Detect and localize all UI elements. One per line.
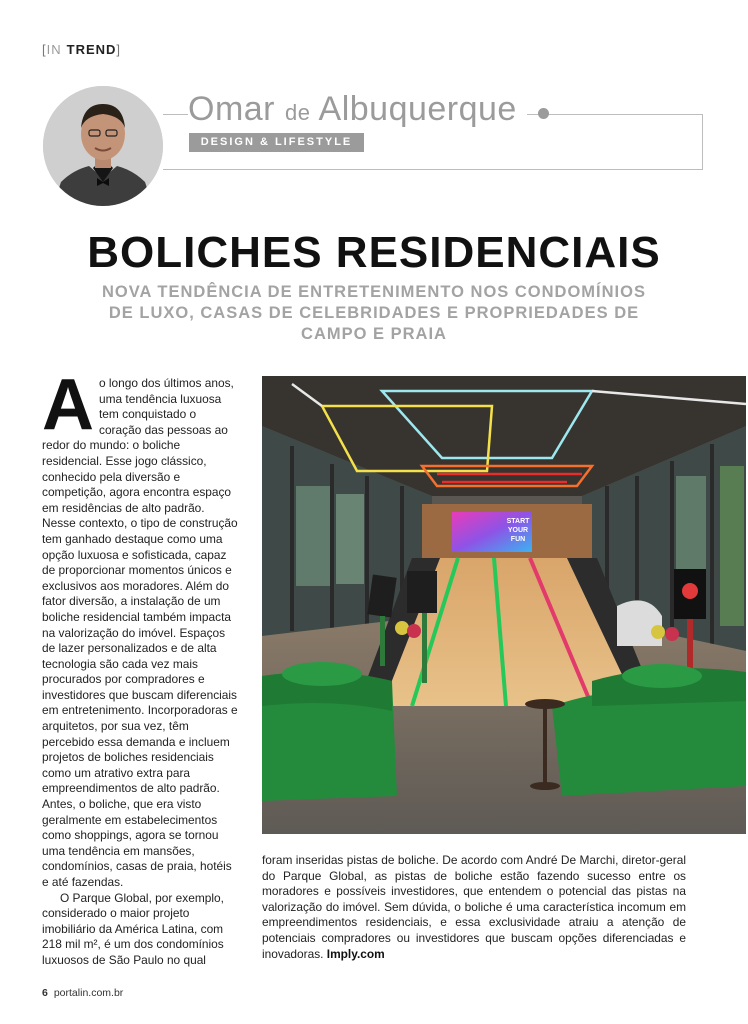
- section-name: TREND: [66, 42, 117, 57]
- screen-line-2: YOUR: [507, 527, 529, 534]
- author-last: Albuquerque: [318, 90, 517, 128]
- article-subtitle: NOVA TENDÊNCIA DE ENTRETENIMENTO NOS CONDOMÍNIOS DE LUXO, CASAS DE CELEBRIDADES E PROPRIEDADES DE CAMPO E PRAIA: [102, 283, 646, 343]
- paragraph-3-text: foram inseridas pistas de boliche. De acordo com André De Marchi, diretor-geral do Parque Global, as pistas de boliche estão fazendo sucesso entre os moradores e possíveis investidores, que entendem o potencial das pistas na valorização do imóvel. Sem dúvida, o boliche é uma característica incomum em empreendimentos residenciais, e essa exclusividade atraiu a atenção de potenciais compradores ou investidores que buscam opções diferenciadas e inovadoras.: [262, 853, 686, 961]
- article-source: Imply.com: [326, 946, 385, 961]
- site-url: portalin.com.br: [53, 987, 124, 999]
- article-column-left: [42, 365, 240, 969]
- article-title: BOLICHES RESIDENCIAIS: [87, 228, 661, 277]
- author-avatar: [43, 86, 163, 206]
- section-prefix: IN: [46, 42, 62, 57]
- bowling-alley-photo: [262, 376, 746, 834]
- author-dot: [538, 108, 549, 119]
- screen-line-1: START: [506, 518, 530, 525]
- screen-line-3: FUN: [510, 536, 526, 543]
- paragraph-3: [262, 853, 686, 962]
- page-number: 6: [42, 987, 48, 999]
- author-name: [188, 90, 527, 129]
- author-first: Omar: [188, 90, 275, 128]
- paragraph-2: O Parque Global, por exemplo, considerado o maior projeto imobiliário da América Latina, com 218 mil m², é um dos condomínios luxuosos de São Paulo no qual: [42, 890, 224, 967]
- page-footer: [42, 987, 123, 999]
- drop-cap: A: [42, 365, 94, 445]
- paragraph-1: [42, 365, 240, 891]
- author-connector: de: [284, 100, 311, 125]
- paragraph-1-text: o longo dos últimos anos, uma tendência luxuosa tem conquistado o coração das pessoas ao redor do mundo: o boliche residencial. Esse jogo clássico, conhecido pela diversão e competição, agora encontra espaço em residências de alto padrão. Nesse contexto, o tipo de construção tem ganhado destaque como uma opção luxuosa e sofisticada, capaz de proporcionar momentos únicos e exclusivos aos moradores. Além do fator diversão, a instalação de um boliche residencial também impacta na valorização do imóvel. Espaços de lazer personalizados e de alta tecnologia são cada vez mais procurados por compradores e investidores que buscam diferenciais em entretenimento. Incorporadoras e arquitetos, por sua vez, têm percebido essa demanda e incluem projetos de boliches residenciais como um atrativo extra para empreendimentos de alto padrão. Antes, o boliche, que era visto geralmente em estabelecimentos como shoppings, agora se tornou uma tendência em mansões, condomínios, casas de praia, hotéis e até fazendas.: [42, 376, 238, 889]
- column-label: DESIGN & LIFESTYLE: [189, 133, 364, 152]
- article-column-bottom: [262, 853, 686, 962]
- section-tag: [IN TREND]: [42, 42, 122, 57]
